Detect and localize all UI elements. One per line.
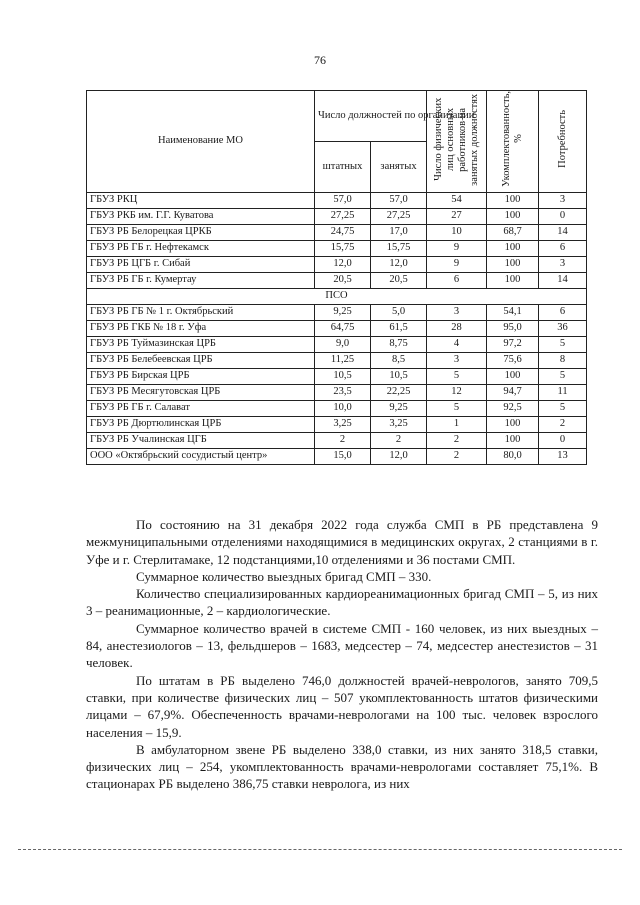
row-individuals: 5	[427, 400, 487, 416]
section-label: ПСО	[87, 288, 587, 304]
row-name: ГБУЗ РБ ГБ г. Кумертау	[87, 272, 315, 288]
row-name: ГБУЗ РБ Месягутовская ЦРБ	[87, 384, 315, 400]
row-occupied: 10,5	[371, 368, 427, 384]
row-staff: 10,5	[315, 368, 371, 384]
row-occupied: 8,75	[371, 336, 427, 352]
row-staff: 2	[315, 432, 371, 448]
row-staffing: 95,0	[487, 320, 539, 336]
table-row	[87, 384, 587, 400]
row-staff: 9,25	[315, 304, 371, 320]
table-row	[87, 352, 587, 368]
row-name: ГБУЗ РБ Учалинская ЦГБ	[87, 432, 315, 448]
row-need: 0	[539, 432, 587, 448]
row-individuals: 3	[427, 352, 487, 368]
table-row	[87, 272, 587, 288]
header-staff: штатных	[315, 141, 371, 192]
row-name: ГБУЗ РБ Дюртюлинская ЦРБ	[87, 416, 315, 432]
row-individuals: 10	[427, 224, 487, 240]
row-name: ГБУЗ РБ ГБ г. Нефтекамск	[87, 240, 315, 256]
table-row	[87, 448, 587, 464]
row-need: 3	[539, 256, 587, 272]
row-occupied: 3,25	[371, 416, 427, 432]
header-staffing	[487, 91, 539, 193]
row-occupied: 17,0	[371, 224, 427, 240]
row-staff: 64,75	[315, 320, 371, 336]
row-staffing: 100	[487, 416, 539, 432]
row-occupied: 22,25	[371, 384, 427, 400]
table-row	[87, 224, 587, 240]
paragraph: По штатам в РБ выделено 746,0 должностей врачей-неврологов, занято 709,5 ставки, при количестве физических лиц – 507 укомплектованность штатов физическими лицами – 67,9%. Обеспеченность врачами-неврологами на 100 тыс. человек взрослого населения – 15,9.	[86, 672, 598, 740]
header-need-text: Потребность	[556, 110, 568, 168]
row-occupied: 12,0	[371, 256, 427, 272]
row-staffing: 100	[487, 208, 539, 224]
row-need: 3	[539, 192, 587, 208]
header-occupied: занятых	[371, 141, 427, 192]
row-name: ГБУЗ РБ ГКБ № 18 г. Уфа	[87, 320, 315, 336]
row-staffing: 97,2	[487, 336, 539, 352]
row-need: 14	[539, 224, 587, 240]
row-staff: 23,5	[315, 384, 371, 400]
row-need: 5	[539, 400, 587, 416]
table-row	[87, 208, 587, 224]
row-individuals: 27	[427, 208, 487, 224]
table-row	[87, 304, 587, 320]
row-need: 6	[539, 304, 587, 320]
table-row	[87, 192, 587, 208]
row-staffing: 75,6	[487, 352, 539, 368]
row-occupied: 61,5	[371, 320, 427, 336]
page-bottom-rule	[18, 849, 622, 850]
table-row	[87, 416, 587, 432]
row-name: ГБУЗ РБ ЦГБ г. Сибай	[87, 256, 315, 272]
paragraph: Количество специализированных кардиореанимационных бригад СМП – 5, из них 3 – реанимационные, 2 – кардиологические.	[86, 586, 598, 619]
row-name: ГБУЗ РКБ им. Г.Г. Куватова	[87, 208, 315, 224]
row-name: ГБУЗ РБ Белорецкая ЦРКБ	[87, 224, 315, 240]
row-occupied: 5,0	[371, 304, 427, 320]
row-staffing: 68,7	[487, 224, 539, 240]
paragraph: Суммарное количество выездных бригад СМП – 330.	[136, 568, 432, 584]
table-row	[87, 256, 587, 272]
row-staffing: 54,1	[487, 304, 539, 320]
row-need: 5	[539, 336, 587, 352]
row-occupied: 9,25	[371, 400, 427, 416]
row-staff: 57,0	[315, 192, 371, 208]
row-staff: 12,0	[315, 256, 371, 272]
row-occupied: 27,25	[371, 208, 427, 224]
row-need: 2	[539, 416, 587, 432]
row-name: ГБУЗ РБ Белебеевская ЦРБ	[87, 352, 315, 368]
row-individuals: 3	[427, 304, 487, 320]
row-individuals: 28	[427, 320, 487, 336]
row-staff: 3,25	[315, 416, 371, 432]
row-name: ГБУЗ РБ Туймазинская ЦРБ	[87, 336, 315, 352]
row-individuals: 54	[427, 192, 487, 208]
table-row	[87, 368, 587, 384]
row-name: ГБУЗ РБ ГБ № 1 г. Октябрьский	[87, 304, 315, 320]
row-individuals: 2	[427, 432, 487, 448]
row-occupied: 12,0	[371, 448, 427, 464]
page-number: 76	[314, 53, 326, 67]
table-row	[87, 336, 587, 352]
row-name: ГБУЗ РБ ГБ г. Салават	[87, 400, 315, 416]
row-occupied: 15,75	[371, 240, 427, 256]
row-need: 14	[539, 272, 587, 288]
header-need	[539, 91, 587, 193]
row-staffing: 94,7	[487, 384, 539, 400]
row-individuals: 1	[427, 416, 487, 432]
row-staffing: 100	[487, 240, 539, 256]
row-name: ГБУЗ РКЦ	[87, 192, 315, 208]
row-name: ООО «Октябрьский сосудистый центр»	[87, 448, 315, 464]
row-individuals: 9	[427, 240, 487, 256]
row-staff: 15,0	[315, 448, 371, 464]
paragraph: Суммарное количество врачей в системе СМП - 160 человек, из них выездных – 84, анестезиологов – 13, фельдшеров – 1683, медсестер – 74, медсестер анестезистов – 31 человек.	[86, 620, 598, 671]
header-staffing-text: Укомплектованность, %	[500, 91, 524, 187]
row-occupied: 8,5	[371, 352, 427, 368]
row-staffing: 100	[487, 192, 539, 208]
section-row	[87, 288, 587, 304]
header-positions: Число должностей по организации	[315, 91, 427, 142]
table-row	[87, 240, 587, 256]
row-individuals: 2	[427, 448, 487, 464]
body-text	[86, 516, 598, 793]
row-individuals: 4	[427, 336, 487, 352]
row-need: 5	[539, 368, 587, 384]
row-individuals: 5	[427, 368, 487, 384]
staffing-table	[86, 90, 587, 465]
row-staffing: 100	[487, 368, 539, 384]
table-row	[87, 320, 587, 336]
row-staff: 10,0	[315, 400, 371, 416]
row-staff: 11,25	[315, 352, 371, 368]
row-staff: 9,0	[315, 336, 371, 352]
row-staffing: 92,5	[487, 400, 539, 416]
row-staff: 24,75	[315, 224, 371, 240]
row-need: 36	[539, 320, 587, 336]
table-row	[87, 432, 587, 448]
header-individuals	[427, 91, 487, 193]
row-need: 6	[539, 240, 587, 256]
row-need: 0	[539, 208, 587, 224]
paragraph: По состоянию на 31 декабря 2022 года служба СМП в РБ представлена 9 межмуниципальными отделениями находящимися в медицинских округах, 2 станциями в г. Уфе и г. Стерлитамаке, 12 подстанциями,10 отделениями и 36 постами СМП.	[86, 517, 598, 567]
row-individuals: 9	[427, 256, 487, 272]
paragraph: В амбулаторном звене РБ выделено 338,0 ставки, из них занято 318,5 ставки, физических лиц – 254, укомплектованность врачами-неврологами составляет 75,1%. В стационарах РБ выделено 386,75 ставки невролога, из них	[86, 741, 598, 792]
row-name: ГБУЗ РБ Бирская ЦРБ	[87, 368, 315, 384]
row-need: 11	[539, 384, 587, 400]
row-staff: 15,75	[315, 240, 371, 256]
row-staff: 20,5	[315, 272, 371, 288]
row-staffing: 80,0	[487, 448, 539, 464]
header-individuals-text: Число физических лиц основных работников на занятых должностях	[432, 92, 480, 185]
row-occupied: 2	[371, 432, 427, 448]
row-need: 8	[539, 352, 587, 368]
row-staffing: 100	[487, 432, 539, 448]
row-staffing: 100	[487, 272, 539, 288]
row-individuals: 12	[427, 384, 487, 400]
row-occupied: 57,0	[371, 192, 427, 208]
row-need: 13	[539, 448, 587, 464]
table-row	[87, 400, 587, 416]
row-occupied: 20,5	[371, 272, 427, 288]
header-name: Наименование МО	[87, 91, 315, 193]
row-staffing: 100	[487, 256, 539, 272]
row-individuals: 6	[427, 272, 487, 288]
row-staff: 27,25	[315, 208, 371, 224]
